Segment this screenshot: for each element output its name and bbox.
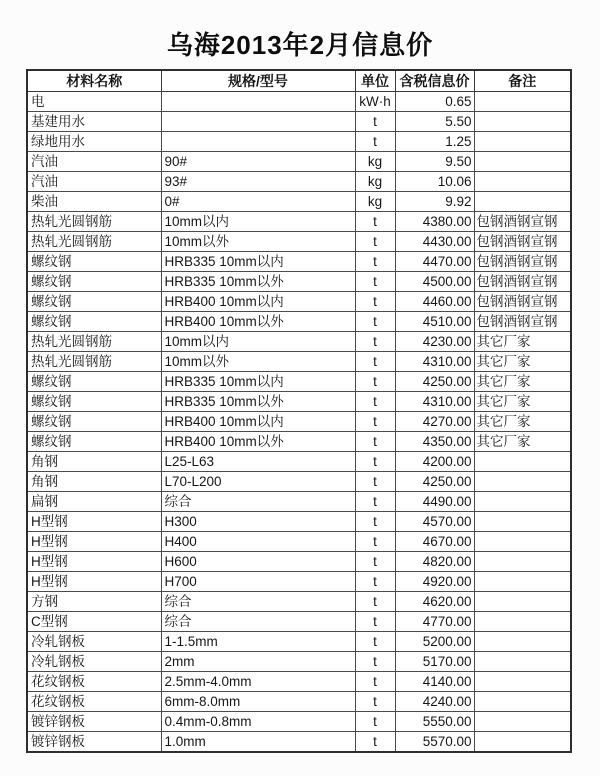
table-row [27, 692, 571, 712]
table-row [27, 732, 571, 753]
price-cell: 5550.00 [395, 712, 474, 732]
price-table [26, 69, 572, 753]
spec-cell: H600 [161, 552, 355, 572]
note-cell: 包钢酒钢宣钢 [474, 292, 571, 312]
price-cell: 4240.00 [395, 692, 474, 712]
material-name-cell: 镀锌钢板 [27, 712, 161, 732]
note-cell [474, 152, 571, 172]
spec-cell: 综合 [161, 492, 355, 512]
price-cell: 4200.00 [395, 452, 474, 472]
spec-cell: H700 [161, 572, 355, 592]
unit-cell: t [355, 432, 395, 452]
price-cell: 4490.00 [395, 492, 474, 512]
table-row [27, 332, 571, 352]
spec-cell: HRB335 10mm以外 [161, 272, 355, 292]
note-cell: 其它厂家 [474, 392, 571, 412]
price-cell: 4670.00 [395, 532, 474, 552]
material-name-cell: 角钢 [27, 452, 161, 472]
price-cell: 5170.00 [395, 652, 474, 672]
unit-cell: t [355, 732, 395, 753]
unit-cell: t [355, 572, 395, 592]
table-row [27, 612, 571, 632]
price-cell: 9.50 [395, 152, 474, 172]
note-cell [474, 512, 571, 532]
table-body [27, 92, 571, 753]
note-cell: 其它厂家 [474, 332, 571, 352]
note-cell: 包钢酒钢宣钢 [474, 312, 571, 332]
spec-cell: 综合 [161, 592, 355, 612]
note-cell [474, 172, 571, 192]
table-row [27, 212, 571, 232]
header-unit: 单位 [355, 70, 395, 92]
material-name-cell: H型钢 [27, 572, 161, 592]
unit-cell: t [355, 252, 395, 272]
unit-cell: t [355, 552, 395, 572]
spec-cell: HRB400 10mm以外 [161, 432, 355, 452]
material-name-cell: 热轧光圆钢筋 [27, 332, 161, 352]
table-row [27, 672, 571, 692]
material-name-cell: 热轧光圆钢筋 [27, 352, 161, 372]
price-cell: 4270.00 [395, 412, 474, 432]
table-row [27, 232, 571, 252]
price-cell: 10.06 [395, 172, 474, 192]
table-row [27, 532, 571, 552]
note-cell [474, 672, 571, 692]
table-header [27, 70, 571, 92]
table-row [27, 272, 571, 292]
price-cell: 4470.00 [395, 252, 474, 272]
table-row [27, 652, 571, 672]
spec-cell: HRB335 10mm以内 [161, 372, 355, 392]
note-cell [474, 712, 571, 732]
table-row [27, 372, 571, 392]
price-cell: 5.50 [395, 112, 474, 132]
price-cell: 4770.00 [395, 612, 474, 632]
table-row [27, 92, 571, 112]
material-name-cell: 花纹钢板 [27, 672, 161, 692]
material-name-cell: 热轧光圆钢筋 [27, 212, 161, 232]
note-cell [474, 612, 571, 632]
table-row [27, 292, 571, 312]
page-title: 乌海2013年2月信息价 [166, 30, 434, 60]
unit-cell: t [355, 532, 395, 552]
material-name-cell: 螺纹钢 [27, 272, 161, 292]
unit-cell: t [355, 272, 395, 292]
unit-cell: t [355, 132, 395, 152]
spec-cell: L70-L200 [161, 472, 355, 492]
note-cell [474, 492, 571, 512]
note-cell: 其它厂家 [474, 412, 571, 432]
spec-cell: HRB400 10mm以外 [161, 312, 355, 332]
unit-cell: t [355, 312, 395, 332]
price-cell: 4500.00 [395, 272, 474, 292]
table-row [27, 512, 571, 532]
material-name-cell: 方钢 [27, 592, 161, 612]
price-cell: 4570.00 [395, 512, 474, 532]
material-name-cell: 角钢 [27, 472, 161, 492]
material-name-cell: H型钢 [27, 552, 161, 572]
material-name-cell: 螺纹钢 [27, 312, 161, 332]
material-name-cell: 镀锌钢板 [27, 732, 161, 753]
note-cell [474, 472, 571, 492]
unit-cell: t [355, 592, 395, 612]
header-row [27, 70, 571, 92]
material-name-cell: 螺纹钢 [27, 392, 161, 412]
spec-cell [161, 112, 355, 132]
material-name-cell: 绿地用水 [27, 132, 161, 152]
material-name-cell: 基建用水 [27, 112, 161, 132]
spec-cell: HRB400 10mm以内 [161, 292, 355, 312]
material-name-cell: 花纹钢板 [27, 692, 161, 712]
table-row [27, 252, 571, 272]
spec-cell: 0.4mm-0.8mm [161, 712, 355, 732]
material-name-cell: H型钢 [27, 532, 161, 552]
price-cell: 4820.00 [395, 552, 474, 572]
unit-cell: t [355, 632, 395, 652]
price-cell: 4250.00 [395, 472, 474, 492]
note-cell [474, 652, 571, 672]
spec-cell: 综合 [161, 612, 355, 632]
unit-cell: t [355, 652, 395, 672]
spec-cell: 10mm以外 [161, 352, 355, 372]
note-cell [474, 592, 571, 612]
unit-cell: t [355, 692, 395, 712]
material-name-cell: 螺纹钢 [27, 432, 161, 452]
note-cell [474, 192, 571, 212]
table-row [27, 132, 571, 152]
price-cell: 5200.00 [395, 632, 474, 652]
spec-cell: HRB335 10mm以外 [161, 392, 355, 412]
header-note: 备注 [474, 70, 571, 92]
spec-cell: H400 [161, 532, 355, 552]
table-row [27, 712, 571, 732]
price-cell: 4310.00 [395, 352, 474, 372]
unit-cell: t [355, 212, 395, 232]
unit-cell: kW·h [355, 92, 395, 112]
note-cell [474, 452, 571, 472]
price-cell: 4620.00 [395, 592, 474, 612]
unit-cell: t [355, 352, 395, 372]
note-cell [474, 572, 571, 592]
price-cell: 1.25 [395, 132, 474, 152]
unit-cell: t [355, 292, 395, 312]
spec-cell: 6mm-8.0mm [161, 692, 355, 712]
spec-cell: HRB400 10mm以内 [161, 412, 355, 432]
price-cell: 4510.00 [395, 312, 474, 332]
material-name-cell: 冷轧钢板 [27, 652, 161, 672]
material-name-cell: 螺纹钢 [27, 292, 161, 312]
spec-cell [161, 132, 355, 152]
material-name-cell: H型钢 [27, 512, 161, 532]
header-material-name: 材料名称 [27, 70, 161, 92]
table-row [27, 492, 571, 512]
note-cell: 包钢酒钢宣钢 [474, 252, 571, 272]
header-spec-model: 规格/型号 [161, 70, 355, 92]
material-name-cell: C型钢 [27, 612, 161, 632]
note-cell [474, 532, 571, 552]
price-cell: 4460.00 [395, 292, 474, 312]
table-row [27, 432, 571, 452]
spec-cell: 90# [161, 152, 355, 172]
note-cell [474, 552, 571, 572]
price-cell: 4250.00 [395, 372, 474, 392]
price-cell: 9.92 [395, 192, 474, 212]
unit-cell: t [355, 332, 395, 352]
unit-cell: kg [355, 152, 395, 172]
table-row [27, 592, 571, 612]
spec-cell: 1.0mm [161, 732, 355, 753]
note-cell: 包钢酒钢宣钢 [474, 272, 571, 292]
spec-cell: HRB335 10mm以内 [161, 252, 355, 272]
spec-cell: 1-1.5mm [161, 632, 355, 652]
unit-cell: t [355, 612, 395, 632]
note-cell: 其它厂家 [474, 372, 571, 392]
unit-cell: t [355, 492, 395, 512]
price-cell: 4920.00 [395, 572, 474, 592]
unit-cell: t [355, 412, 395, 432]
material-name-cell: 柴油 [27, 192, 161, 212]
table-row [27, 572, 571, 592]
spec-cell: H300 [161, 512, 355, 532]
note-cell: 其它厂家 [474, 352, 571, 372]
header-price: 含税信息价 [395, 70, 474, 92]
table-row [27, 112, 571, 132]
table-row [27, 412, 571, 432]
material-name-cell: 热轧光圆钢筋 [27, 232, 161, 252]
table-row [27, 352, 571, 372]
price-cell: 4140.00 [395, 672, 474, 692]
spec-cell: 10mm以内 [161, 212, 355, 232]
price-cell: 4380.00 [395, 212, 474, 232]
note-cell [474, 112, 571, 132]
table-row [27, 472, 571, 492]
note-cell: 包钢酒钢宣钢 [474, 232, 571, 252]
note-cell [474, 732, 571, 753]
spec-cell: 2mm [161, 652, 355, 672]
material-name-cell: 螺纹钢 [27, 252, 161, 272]
unit-cell: t [355, 712, 395, 732]
spec-cell [161, 92, 355, 112]
unit-cell: t [355, 672, 395, 692]
note-cell [474, 132, 571, 152]
unit-cell: kg [355, 192, 395, 212]
note-cell: 包钢酒钢宣钢 [474, 212, 571, 232]
price-cell: 4230.00 [395, 332, 474, 352]
material-name-cell: 螺纹钢 [27, 372, 161, 392]
unit-cell: t [355, 392, 395, 412]
table-row [27, 632, 571, 652]
unit-cell: t [355, 372, 395, 392]
note-cell: 其它厂家 [474, 432, 571, 452]
unit-cell: t [355, 472, 395, 492]
table-row [27, 452, 571, 472]
spec-cell: 10mm以外 [161, 232, 355, 252]
unit-cell: t [355, 232, 395, 252]
table-row [27, 192, 571, 212]
spec-cell: 10mm以内 [161, 332, 355, 352]
table-row [27, 152, 571, 172]
price-cell: 0.65 [395, 92, 474, 112]
material-name-cell: 电 [27, 92, 161, 112]
note-cell [474, 632, 571, 652]
note-cell [474, 692, 571, 712]
material-name-cell: 汽油 [27, 152, 161, 172]
material-name-cell: 螺纹钢 [27, 412, 161, 432]
table-row [27, 172, 571, 192]
table-row [27, 312, 571, 332]
price-cell: 5570.00 [395, 732, 474, 753]
unit-cell: t [355, 112, 395, 132]
price-cell: 4430.00 [395, 232, 474, 252]
unit-cell: kg [355, 172, 395, 192]
material-name-cell: 冷轧钢板 [27, 632, 161, 652]
unit-cell: t [355, 512, 395, 532]
spec-cell: L25-L63 [161, 452, 355, 472]
spec-cell: 93# [161, 172, 355, 192]
unit-cell: t [355, 452, 395, 472]
price-cell: 4310.00 [395, 392, 474, 412]
note-cell [474, 92, 571, 112]
price-cell: 4350.00 [395, 432, 474, 452]
material-name-cell: 扁钢 [27, 492, 161, 512]
table-row [27, 552, 571, 572]
table-row [27, 392, 571, 412]
spec-cell: 0# [161, 192, 355, 212]
spec-cell: 2.5mm-4.0mm [161, 672, 355, 692]
material-name-cell: 汽油 [27, 172, 161, 192]
